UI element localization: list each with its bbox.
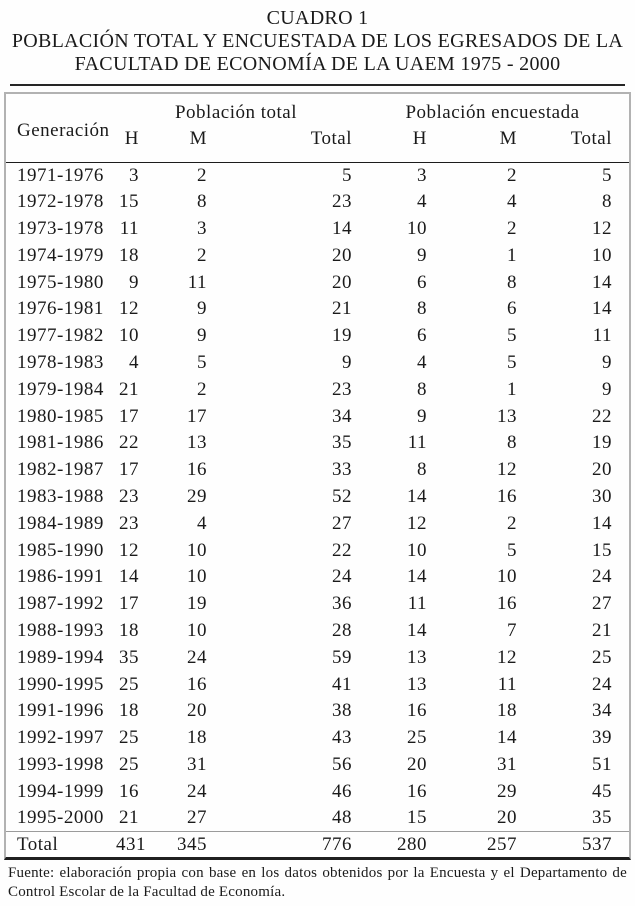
value-cell: 4 <box>417 191 427 213</box>
value-cell: 16 <box>187 673 207 695</box>
table-row <box>6 296 629 323</box>
value-cell: 22 <box>332 539 352 561</box>
table-row <box>6 323 629 350</box>
value-cell: 59 <box>332 646 352 668</box>
value-cell: 24 <box>187 780 207 802</box>
value-cell: 9 <box>417 405 427 427</box>
value-cell: 45 <box>592 780 612 802</box>
value-cell: 18 <box>119 700 139 722</box>
table-row <box>6 376 629 403</box>
value-cell: 14 <box>332 217 352 239</box>
generation-cell: 1977-1982 <box>17 325 104 347</box>
table-row <box>6 242 629 269</box>
value-cell: 10 <box>592 244 612 266</box>
value-cell: 27 <box>592 593 612 615</box>
value-cell: 14 <box>407 566 427 588</box>
generation-cell: 1981-1986 <box>17 432 104 454</box>
value-cell: 34 <box>592 700 612 722</box>
value-cell: 35 <box>592 807 612 829</box>
value-cell: 2 <box>507 217 517 239</box>
value-cell: 5 <box>507 539 517 561</box>
value-cell: 17 <box>119 405 139 427</box>
value-cell: 3 <box>417 164 427 186</box>
value-cell: 1 <box>507 378 517 400</box>
value-cell: 4 <box>417 351 427 373</box>
value-cell: 4 <box>507 191 517 213</box>
table-row <box>6 403 629 430</box>
value-cell: 35 <box>332 432 352 454</box>
value-cell: 5 <box>507 325 517 347</box>
generation-cell: 1980-1985 <box>17 405 104 427</box>
value-cell: 3 <box>197 217 207 239</box>
value-cell: 18 <box>119 619 139 641</box>
generation-cell: 1984-1989 <box>17 512 104 534</box>
title-line-2: POBLACIÓN TOTAL Y ENCUESTADA DE LOS EGRESADOS DE LA <box>11 30 624 52</box>
value-cell: 9 <box>129 271 139 293</box>
value-cell: 20 <box>407 753 427 775</box>
value-cell: 16 <box>187 459 207 481</box>
value-cell: 19 <box>592 432 612 454</box>
value-cell: 56 <box>332 753 352 775</box>
value-cell: 14 <box>119 566 139 588</box>
value-cell: 25 <box>592 646 612 668</box>
value-cell: 2 <box>507 512 517 534</box>
value-cell: 29 <box>497 780 517 802</box>
value-cell: 24 <box>592 673 612 695</box>
value-cell: 2 <box>197 244 207 266</box>
table-row <box>6 778 629 805</box>
table-body <box>6 162 629 832</box>
value-cell: 10 <box>497 566 517 588</box>
value-cell: 20 <box>592 459 612 481</box>
value-cell: 15 <box>592 539 612 561</box>
table-header <box>6 94 629 162</box>
generation-cell: 1971-1976 <box>17 164 104 186</box>
value-cell: 27 <box>332 512 352 534</box>
value-cell: 14 <box>497 727 517 749</box>
table-row <box>6 162 629 189</box>
source-note <box>8 864 627 903</box>
generation-cell: 1973-1978 <box>17 217 104 239</box>
horizontal-rule <box>10 84 625 86</box>
value-cell: 21 <box>119 807 139 829</box>
subheader-total-encuestada: Total <box>570 128 612 149</box>
generation-cell: 1986-1991 <box>17 566 104 588</box>
value-cell: 24 <box>332 566 352 588</box>
value-cell: 19 <box>332 325 352 347</box>
value-cell: 24 <box>187 646 207 668</box>
value-cell: 14 <box>592 512 612 534</box>
value-cell: 12 <box>497 459 517 481</box>
value-cell: 8 <box>417 298 427 320</box>
value-cell: 51 <box>592 753 612 775</box>
value-cell: 11 <box>119 217 139 239</box>
value-cell: 33 <box>332 459 352 481</box>
generation-cell: 1976-1981 <box>17 298 104 320</box>
value-cell: 7 <box>507 619 517 641</box>
value-cell: 9 <box>602 378 612 400</box>
generation-cell: 1991-1996 <box>17 700 104 722</box>
value-cell: 41 <box>332 673 352 695</box>
value-cell: 25 <box>119 727 139 749</box>
value-cell: 20 <box>187 700 207 722</box>
value-cell: 16 <box>497 485 517 507</box>
table-row <box>6 564 629 591</box>
generation-cell: 1983-1988 <box>17 485 104 507</box>
value-cell: 31 <box>497 753 517 775</box>
value-cell: 16 <box>119 780 139 802</box>
subheader-total-total: Total <box>310 128 352 149</box>
subheader-m-encuestada: M <box>499 128 517 149</box>
total-value-cell: 776 <box>322 833 352 855</box>
group-header-poblacion-total: Población total <box>174 102 297 123</box>
value-cell: 8 <box>602 191 612 213</box>
generation-cell: 1989-1994 <box>17 646 104 668</box>
value-cell: 9 <box>417 244 427 266</box>
table-row <box>6 350 629 377</box>
table-row <box>6 484 629 511</box>
table-row <box>6 671 629 698</box>
value-cell: 6 <box>507 298 517 320</box>
total-value-cell: 280 <box>397 833 427 855</box>
value-cell: 20 <box>332 244 352 266</box>
value-cell: 27 <box>187 807 207 829</box>
group-header-row <box>6 94 629 126</box>
value-cell: 4 <box>197 512 207 534</box>
value-cell: 39 <box>592 727 612 749</box>
value-cell: 13 <box>497 405 517 427</box>
value-cell: 12 <box>119 539 139 561</box>
value-cell: 5 <box>197 351 207 373</box>
value-cell: 35 <box>119 646 139 668</box>
source-note-line-1: Fuente: elaboración propia con base en los datos obtenidos por la Encuesta y el Departamento de <box>8 864 627 881</box>
value-cell: 2 <box>197 164 207 186</box>
value-cell: 20 <box>332 271 352 293</box>
table-row <box>6 618 629 645</box>
value-cell: 17 <box>119 459 139 481</box>
generation-cell: 1988-1993 <box>17 619 104 641</box>
value-cell: 10 <box>187 566 207 588</box>
table-row <box>6 725 629 752</box>
value-cell: 9 <box>197 298 207 320</box>
value-cell: 9 <box>197 325 207 347</box>
total-value-cell: 345 <box>177 833 207 855</box>
generation-cell: 1972-1978 <box>17 191 104 213</box>
value-cell: 8 <box>197 191 207 213</box>
value-cell: 16 <box>407 700 427 722</box>
value-cell: 43 <box>332 727 352 749</box>
value-cell: 8 <box>417 459 427 481</box>
generation-cell: 1974-1979 <box>17 244 104 266</box>
value-cell: 25 <box>119 673 139 695</box>
value-cell: 20 <box>497 807 517 829</box>
value-cell: 25 <box>407 727 427 749</box>
value-cell: 9 <box>342 351 352 373</box>
value-cell: 28 <box>332 619 352 641</box>
source-note-line-2: Control Escolar de la Facultad de Economía. <box>8 884 286 901</box>
value-cell: 18 <box>187 727 207 749</box>
value-cell: 5 <box>342 164 352 186</box>
value-cell: 12 <box>592 217 612 239</box>
value-cell: 34 <box>332 405 352 427</box>
value-cell: 23 <box>119 512 139 534</box>
value-cell: 2 <box>197 378 207 400</box>
table-title <box>0 0 635 76</box>
value-cell: 21 <box>119 378 139 400</box>
total-value-cell: 257 <box>487 833 517 855</box>
value-cell: 23 <box>119 485 139 507</box>
value-cell: 10 <box>407 217 427 239</box>
total-row <box>6 832 629 857</box>
value-cell: 14 <box>407 485 427 507</box>
value-cell: 14 <box>592 298 612 320</box>
value-cell: 21 <box>592 619 612 641</box>
generation-cell: 1979-1984 <box>17 378 104 400</box>
group-header-poblacion-encuestada: Población encuestada <box>405 102 580 123</box>
subheader-h-encuestada: H <box>412 128 427 149</box>
subheader-m-total: M <box>189 128 207 149</box>
value-cell: 21 <box>332 298 352 320</box>
generation-cell: 1985-1990 <box>17 539 104 561</box>
table-row <box>6 644 629 671</box>
generation-column-header: Generación <box>17 119 110 141</box>
generation-cell: 1982-1987 <box>17 459 104 481</box>
value-cell: 17 <box>119 593 139 615</box>
value-cell: 9 <box>602 351 612 373</box>
total-value-cell: 537 <box>582 833 612 855</box>
value-cell: 22 <box>592 405 612 427</box>
value-cell: 10 <box>119 325 139 347</box>
value-cell: 18 <box>497 700 517 722</box>
value-cell: 3 <box>129 164 139 186</box>
value-cell: 12 <box>497 646 517 668</box>
value-cell: 11 <box>407 432 427 454</box>
value-cell: 29 <box>187 485 207 507</box>
subheader-h-total: H <box>124 128 139 149</box>
generation-cell: 1990-1995 <box>17 673 104 695</box>
table-row <box>6 189 629 216</box>
value-cell: 8 <box>507 432 517 454</box>
value-cell: 48 <box>332 807 352 829</box>
value-cell: 16 <box>497 593 517 615</box>
value-cell: 19 <box>187 593 207 615</box>
value-cell: 4 <box>129 351 139 373</box>
value-cell: 11 <box>187 271 207 293</box>
value-cell: 30 <box>592 485 612 507</box>
value-cell: 5 <box>602 164 612 186</box>
value-cell: 15 <box>119 191 139 213</box>
value-cell: 18 <box>119 244 139 266</box>
table-row <box>6 698 629 725</box>
table-row <box>6 805 629 832</box>
table-row <box>6 216 629 243</box>
value-cell: 24 <box>592 566 612 588</box>
value-cell: 15 <box>407 807 427 829</box>
value-cell: 6 <box>417 271 427 293</box>
value-cell: 11 <box>592 325 612 347</box>
table-row <box>6 457 629 484</box>
value-cell: 10 <box>187 539 207 561</box>
value-cell: 12 <box>407 512 427 534</box>
generation-cell: 1975-1980 <box>17 271 104 293</box>
total-value-cell: 431 <box>116 833 146 855</box>
value-cell: 16 <box>407 780 427 802</box>
generation-cell: 1978-1983 <box>17 351 104 373</box>
value-cell: 10 <box>407 539 427 561</box>
table-row <box>6 591 629 618</box>
table-row <box>6 430 629 457</box>
value-cell: 17 <box>187 405 207 427</box>
value-cell: 13 <box>407 673 427 695</box>
value-cell: 38 <box>332 700 352 722</box>
generation-cell: 1995-2000 <box>17 807 104 829</box>
value-cell: 23 <box>332 191 352 213</box>
value-cell: 22 <box>119 432 139 454</box>
generation-cell: 1993-1998 <box>17 753 104 775</box>
title-cuadro-number: CUADRO 1 <box>266 7 369 29</box>
value-cell: 2 <box>507 164 517 186</box>
value-cell: 31 <box>187 753 207 775</box>
value-cell: 14 <box>407 619 427 641</box>
table-row <box>6 752 629 779</box>
value-cell: 6 <box>417 325 427 347</box>
total-label-cell: Total <box>17 833 59 855</box>
table-row <box>6 510 629 537</box>
value-cell: 12 <box>119 298 139 320</box>
value-cell: 5 <box>507 351 517 373</box>
generation-cell: 1992-1997 <box>17 727 104 749</box>
value-cell: 36 <box>332 593 352 615</box>
value-cell: 10 <box>187 619 207 641</box>
generation-cell: 1987-1992 <box>17 593 104 615</box>
value-cell: 8 <box>507 271 517 293</box>
title-line-3: FACULTAD DE ECONOMÍA DE LA UAEM 1975 - 2000 <box>74 53 561 75</box>
value-cell: 52 <box>332 485 352 507</box>
table-row <box>6 269 629 296</box>
value-cell: 14 <box>592 271 612 293</box>
value-cell: 23 <box>332 378 352 400</box>
population-table <box>6 94 629 857</box>
table-row <box>6 537 629 564</box>
value-cell: 46 <box>332 780 352 802</box>
value-cell: 13 <box>187 432 207 454</box>
value-cell: 11 <box>497 673 517 695</box>
total-row-group <box>6 832 629 857</box>
value-cell: 25 <box>119 753 139 775</box>
data-table-container <box>4 92 631 860</box>
value-cell: 1 <box>507 244 517 266</box>
value-cell: 13 <box>407 646 427 668</box>
generation-cell: 1994-1999 <box>17 780 104 802</box>
value-cell: 11 <box>407 593 427 615</box>
value-cell: 8 <box>417 378 427 400</box>
